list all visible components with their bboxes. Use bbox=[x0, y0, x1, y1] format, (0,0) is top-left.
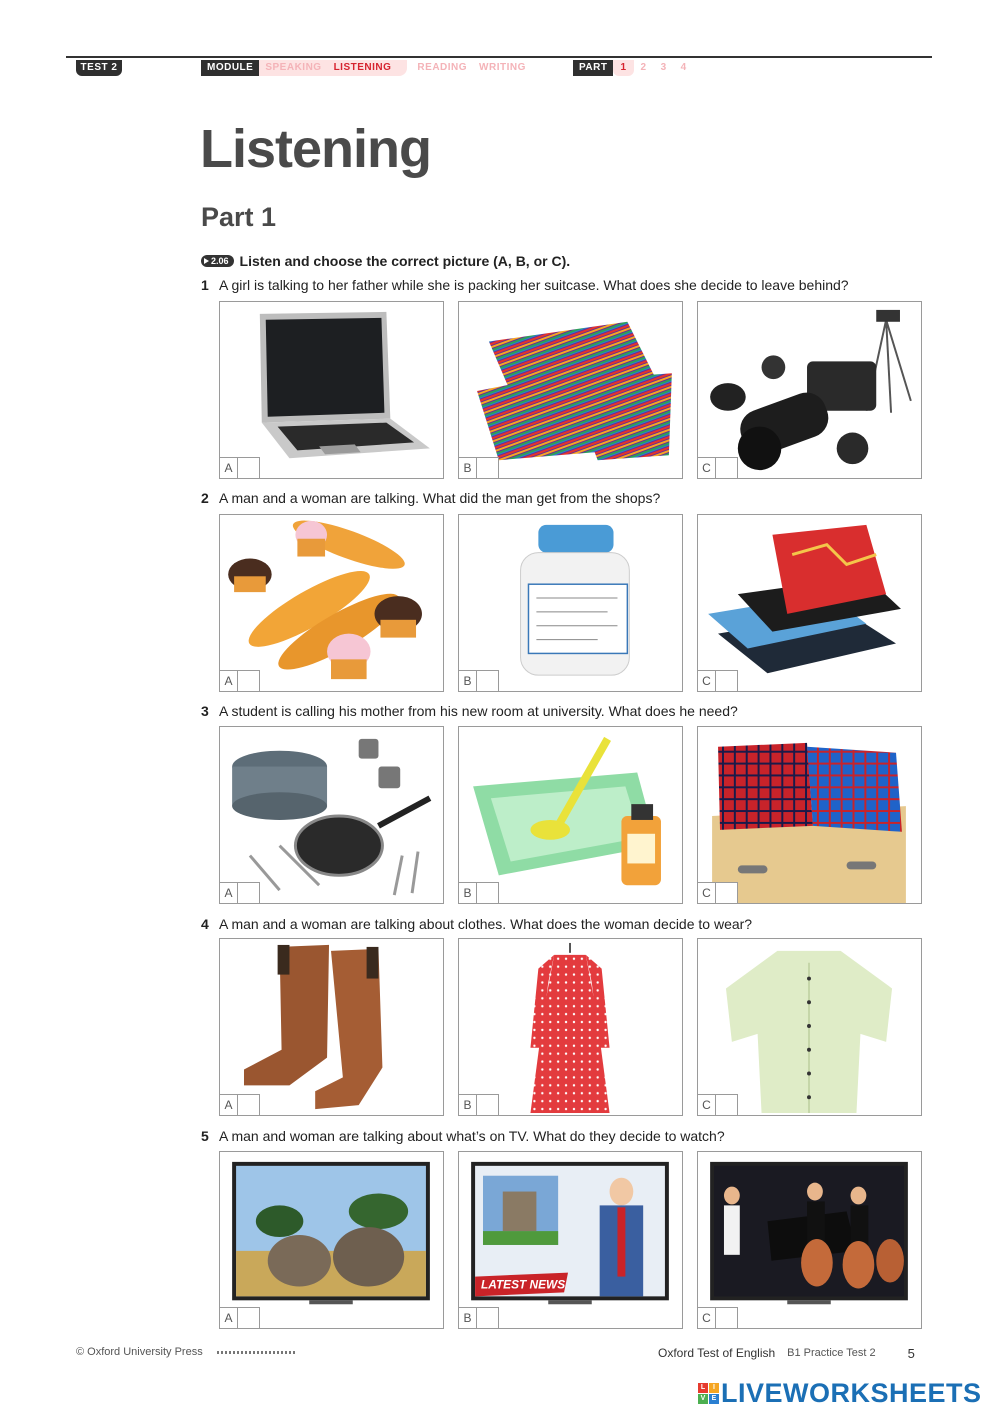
footer-test-name: B1 Practice Test 2 bbox=[787, 1347, 876, 1359]
picture-1a-laptop[interactable] bbox=[219, 301, 444, 479]
question-text: A man and a woman are talking about clothes. What does the woman decide to wear? bbox=[219, 916, 753, 932]
answer-box[interactable] bbox=[716, 882, 738, 903]
option-letter: A bbox=[220, 1094, 238, 1115]
option-letter: C bbox=[698, 670, 716, 691]
page-title: Listening bbox=[200, 119, 431, 179]
picture-3a-kitchenware[interactable] bbox=[219, 726, 444, 904]
module-label: MODULE bbox=[201, 60, 259, 76]
answer-box[interactable] bbox=[716, 457, 738, 478]
answer-box[interactable] bbox=[477, 457, 499, 478]
part-3: 3 bbox=[660, 62, 667, 73]
footer-brand: Oxford Test of English bbox=[658, 1346, 776, 1360]
jar-image bbox=[459, 515, 682, 691]
module-reading: READING bbox=[417, 62, 468, 73]
picture-4a-boots[interactable] bbox=[219, 938, 444, 1116]
option-letter: A bbox=[220, 670, 238, 691]
picture-3b-washing-up[interactable] bbox=[458, 726, 683, 904]
instruction-text: Listen and choose the correct picture (A, B, or C). bbox=[239, 253, 571, 269]
page-number: 5 bbox=[907, 1346, 915, 1361]
liveworksheets-watermark bbox=[698, 1378, 982, 1409]
option-letter: C bbox=[698, 1094, 716, 1115]
play-icon bbox=[204, 258, 209, 264]
option-letter: C bbox=[698, 1307, 716, 1328]
question-number: 5 bbox=[201, 1128, 209, 1144]
question-text: A girl is talking to her father while she is packing her suitcase. What does she decide to leave behind? bbox=[219, 277, 849, 293]
washing-up-image bbox=[459, 727, 682, 903]
picture-2c-books[interactable] bbox=[697, 514, 922, 692]
question-3 bbox=[201, 703, 738, 719]
question-text: A man and a woman are talking. What did the man get from the shops? bbox=[219, 490, 661, 506]
module-list-active-group bbox=[259, 60, 407, 76]
books-image bbox=[698, 515, 921, 691]
answer-box[interactable] bbox=[238, 670, 260, 691]
option-letter: B bbox=[459, 457, 477, 478]
part-2: 2 bbox=[640, 62, 647, 73]
answer-box[interactable] bbox=[238, 457, 260, 478]
picture-5b-tv-news[interactable] bbox=[458, 1151, 683, 1329]
answer-box[interactable] bbox=[477, 1094, 499, 1115]
picture-2a-bread-cakes[interactable] bbox=[219, 514, 444, 692]
option-letter: C bbox=[698, 457, 716, 478]
option-letter: A bbox=[220, 457, 238, 478]
dress-image bbox=[459, 939, 682, 1115]
footer-copyright bbox=[76, 1346, 297, 1358]
option-letter: A bbox=[220, 882, 238, 903]
audio-track-badge[interactable] bbox=[201, 255, 234, 267]
option-letter: B bbox=[459, 1094, 477, 1115]
option-letter: B bbox=[459, 882, 477, 903]
camera-image bbox=[698, 302, 921, 478]
module-listening: LISTENING bbox=[333, 62, 392, 73]
towels-image bbox=[459, 302, 682, 478]
test-label: TEST 2 bbox=[76, 60, 122, 76]
kitchenware-image bbox=[220, 727, 443, 903]
copyright-text: © Oxford University Press bbox=[76, 1346, 203, 1358]
answer-box[interactable] bbox=[477, 670, 499, 691]
logo-letter: E bbox=[709, 1394, 719, 1404]
answer-box[interactable] bbox=[238, 1094, 260, 1115]
module-writing: WRITING bbox=[479, 62, 526, 73]
answer-box[interactable] bbox=[477, 1307, 499, 1328]
bread-cakes-image bbox=[220, 515, 443, 691]
answer-box[interactable] bbox=[238, 1307, 260, 1328]
module-nav bbox=[201, 60, 532, 76]
boots-image bbox=[220, 939, 443, 1115]
part-nav bbox=[573, 60, 694, 76]
tv-concert-image bbox=[698, 1152, 921, 1328]
logo-letter: I bbox=[709, 1383, 719, 1393]
picture-5c-tv-concert[interactable] bbox=[697, 1151, 922, 1329]
picture-5a-tv-elephants[interactable] bbox=[219, 1151, 444, 1329]
answer-box[interactable] bbox=[716, 1094, 738, 1115]
question-1 bbox=[201, 277, 849, 293]
question-number: 1 bbox=[201, 277, 209, 293]
picture-4b-dress[interactable] bbox=[458, 938, 683, 1116]
answer-box[interactable] bbox=[477, 882, 499, 903]
part-1: 1 bbox=[613, 60, 633, 76]
question-number: 2 bbox=[201, 490, 209, 506]
option-letter: C bbox=[698, 882, 716, 903]
option-letter: B bbox=[459, 1307, 477, 1328]
picture-1c-camera[interactable] bbox=[697, 301, 922, 479]
top-rule bbox=[66, 56, 932, 58]
picture-3c-blankets[interactable] bbox=[697, 726, 922, 904]
logo-letter: V bbox=[698, 1394, 708, 1404]
question-text: A student is calling his mother from his new room at university. What does he need? bbox=[219, 703, 738, 719]
picture-2b-jar[interactable] bbox=[458, 514, 683, 692]
question-2 bbox=[201, 490, 660, 506]
question-4 bbox=[201, 916, 752, 932]
picture-4c-cardigan[interactable] bbox=[697, 938, 922, 1116]
blankets-image bbox=[698, 727, 921, 903]
answer-box[interactable] bbox=[716, 670, 738, 691]
cardigan-image bbox=[698, 939, 921, 1115]
laptop-image bbox=[220, 302, 443, 478]
question-number: 4 bbox=[201, 916, 209, 932]
page-subtitle: Part 1 bbox=[201, 202, 277, 232]
footer-info bbox=[658, 1346, 915, 1361]
part-label: PART bbox=[573, 60, 613, 76]
answer-box[interactable] bbox=[238, 882, 260, 903]
logo-letter: L bbox=[698, 1383, 708, 1393]
question-number: 3 bbox=[201, 703, 209, 719]
barcode-mark bbox=[217, 1351, 297, 1354]
module-list-rest bbox=[407, 60, 531, 76]
picture-1b-towels[interactable] bbox=[458, 301, 683, 479]
part-numbers bbox=[613, 60, 693, 76]
option-letter: B bbox=[459, 670, 477, 691]
option-letter: A bbox=[220, 1307, 238, 1328]
instruction bbox=[201, 253, 570, 269]
question-5 bbox=[201, 1128, 725, 1144]
module-speaking: SPEAKING bbox=[265, 62, 322, 73]
tv-news-image bbox=[459, 1152, 682, 1328]
tv-elephants-image bbox=[220, 1152, 443, 1328]
question-text: A man and woman are talking about what’s on TV. What do they decide to watch? bbox=[219, 1128, 725, 1144]
liveworksheets-text: LIVEWORKSHEETS bbox=[721, 1378, 982, 1408]
liveworksheets-logo-icon bbox=[698, 1383, 719, 1404]
news-banner-text: LATEST NEWS bbox=[481, 1277, 566, 1292]
answer-box[interactable] bbox=[716, 1307, 738, 1328]
audio-track-number: 2.06 bbox=[211, 256, 229, 266]
part-4: 4 bbox=[680, 62, 687, 73]
